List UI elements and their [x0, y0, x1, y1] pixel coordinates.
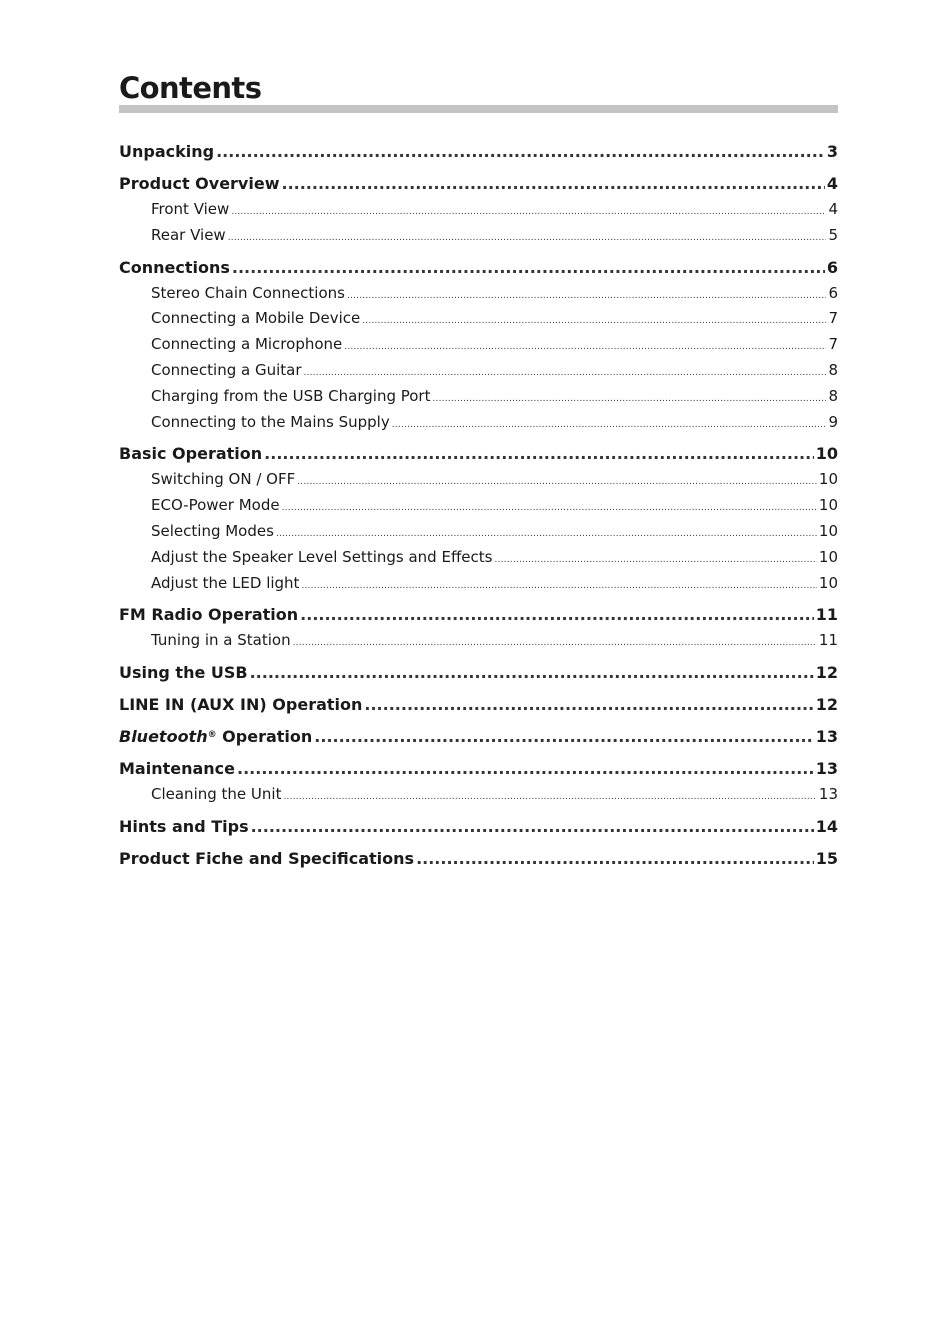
toc-subentry-label: Rear View — [151, 225, 226, 244]
toc-page-number: 8 — [828, 360, 838, 379]
toc-page-number: 12 — [815, 695, 838, 715]
toc-page-number: 8 — [828, 386, 838, 405]
toc-page-number: 6 — [826, 257, 838, 277]
toc-subentry-label: Cleaning the Unit — [151, 785, 282, 804]
toc-page-number: 7 — [828, 309, 838, 328]
toc-page-number: 11 — [818, 631, 838, 650]
toc-subentry-label: Tuning in a Station — [151, 631, 291, 650]
toc-page-number: 5 — [828, 225, 838, 244]
toc-entry-label: Maintenance — [119, 759, 236, 779]
toc-subentry-label: ECO-Power Mode — [151, 496, 280, 515]
toc-page-number: 12 — [815, 663, 838, 683]
toc-subentry-switching-on-off[interactable] — [119, 468, 838, 494]
dot-leader — [297, 471, 817, 494]
toc-subentry-rear-view[interactable] — [119, 224, 838, 250]
toc-subentry-front-view[interactable] — [119, 198, 838, 224]
toc-entry-label: Product Fiche and Specifications — [119, 848, 415, 868]
toc-subentry-label: Adjust the Speaker Level Settings and Effects — [151, 547, 493, 566]
dot-leader — [314, 726, 813, 748]
table-of-contents — [119, 137, 838, 870]
toc-entry-label — [119, 726, 312, 748]
toc-entry-using-usb[interactable] — [119, 662, 838, 684]
toc-page-number: 10 — [818, 521, 838, 540]
toc-entry-label-rest: Operation — [216, 727, 313, 747]
bluetooth-brand-text: Bluetooth — [119, 727, 208, 747]
toc-entry-product-overview[interactable] — [119, 173, 838, 195]
toc-page-number: 13 — [815, 759, 838, 779]
toc-page-number: 10 — [818, 547, 838, 566]
toc-subentry-label: Connecting to the Mains Supply — [151, 412, 390, 431]
toc-page-number: 10 — [818, 470, 838, 489]
toc-entry-bluetooth-operation[interactable] — [119, 726, 838, 748]
toc-page-number: 10 — [815, 444, 838, 464]
toc-subentry-stereo-chain-connections[interactable] — [119, 282, 838, 308]
toc-subentry-label: Charging from the USB Charging Port — [151, 386, 431, 405]
toc-entry-label: LINE IN (AUX IN) Operation — [119, 695, 363, 715]
toc-page-number: 11 — [815, 605, 838, 625]
toc-entry-line-in-operation[interactable] — [119, 694, 838, 716]
dot-leader — [347, 285, 827, 308]
toc-entry-hints-and-tips[interactable] — [119, 816, 838, 838]
registered-mark: ® — [207, 730, 217, 741]
dot-leader — [344, 336, 826, 359]
toc-subentry-speaker-level-settings[interactable] — [119, 546, 838, 572]
toc-subentry-label: Selecting Modes — [151, 521, 274, 540]
toc-subentry-mains-supply[interactable] — [119, 411, 838, 437]
dot-leader — [293, 632, 817, 655]
toc-page-number: 9 — [828, 412, 838, 431]
toc-page-number: 15 — [815, 848, 838, 868]
dot-leader — [237, 758, 814, 780]
toc-page-number: 3 — [826, 142, 838, 161]
toc-page-number: 4 — [826, 174, 838, 193]
dot-leader — [300, 604, 814, 626]
toc-subentry-label: Front View — [151, 200, 230, 218]
toc-subentry-label: Connecting a Microphone — [151, 335, 343, 354]
dot-leader — [283, 786, 816, 809]
dot-leader — [276, 523, 817, 546]
toc-subentry-connecting-guitar[interactable] — [119, 359, 838, 385]
title-underline-rule — [119, 105, 838, 113]
dot-leader — [494, 549, 816, 572]
dot-leader — [282, 497, 817, 520]
toc-entry-connections[interactable] — [119, 257, 838, 279]
toc-entry-label: Product Overview — [119, 174, 280, 193]
dot-leader — [228, 227, 827, 250]
dot-leader — [392, 414, 827, 437]
toc-entry-maintenance[interactable] — [119, 758, 838, 780]
dot-leader — [264, 443, 814, 465]
toc-entry-label: Using the USB — [119, 663, 248, 683]
toc-entry-fm-radio-operation[interactable] — [119, 604, 838, 626]
toc-subentry-label: Connecting a Guitar — [151, 360, 302, 379]
toc-page-number: 13 — [815, 727, 838, 747]
dot-leader — [432, 388, 826, 411]
toc-entry-product-fiche[interactable] — [119, 848, 838, 870]
dot-leader — [251, 816, 814, 838]
toc-subentry-usb-charging-port[interactable] — [119, 385, 838, 411]
toc-subentry-cleaning-unit[interactable] — [119, 783, 838, 809]
toc-subentry-label: Connecting a Mobile Device — [151, 309, 361, 328]
toc-entry-label: Connections — [119, 257, 230, 277]
toc-entry-label: Hints and Tips — [119, 816, 249, 836]
toc-page-number: 10 — [818, 496, 838, 515]
page-title: Contents — [119, 71, 262, 105]
toc-page-number: 6 — [828, 283, 838, 302]
toc-entry-unpacking[interactable] — [119, 141, 838, 163]
dot-leader — [301, 575, 816, 598]
toc-subentry-label: Adjust the LED light — [151, 573, 300, 592]
dot-leader — [362, 310, 826, 333]
toc-page-number: 4 — [828, 200, 838, 218]
toc-entry-label: Basic Operation — [119, 444, 263, 464]
toc-page-number: 13 — [818, 785, 838, 804]
toc-subentry-connecting-microphone[interactable] — [119, 333, 838, 359]
toc-subentry-connecting-mobile-device[interactable] — [119, 307, 838, 333]
dot-leader — [281, 173, 824, 195]
dot-leader — [250, 662, 814, 684]
toc-subentry-selecting-modes[interactable] — [119, 520, 838, 546]
toc-page-number: 7 — [828, 335, 838, 354]
dot-leader — [216, 141, 825, 163]
dot-leader — [231, 201, 826, 224]
dot-leader — [303, 362, 826, 385]
toc-subentry-label: Switching ON / OFF — [151, 470, 296, 489]
toc-entry-basic-operation[interactable] — [119, 443, 838, 465]
toc-page-number: 10 — [818, 573, 838, 592]
dot-leader — [416, 848, 814, 870]
toc-entry-label: Unpacking — [119, 142, 215, 161]
dot-leader — [364, 694, 813, 716]
dot-leader — [232, 257, 825, 279]
toc-subentry-led-light[interactable] — [119, 572, 838, 598]
toc-subentry-label: Stereo Chain Connections — [151, 283, 345, 302]
toc-page-number: 14 — [815, 816, 838, 836]
toc-subentry-eco-power-mode[interactable] — [119, 494, 838, 520]
toc-entry-label: FM Radio Operation — [119, 605, 299, 625]
toc-subentry-tuning-station[interactable] — [119, 629, 838, 655]
